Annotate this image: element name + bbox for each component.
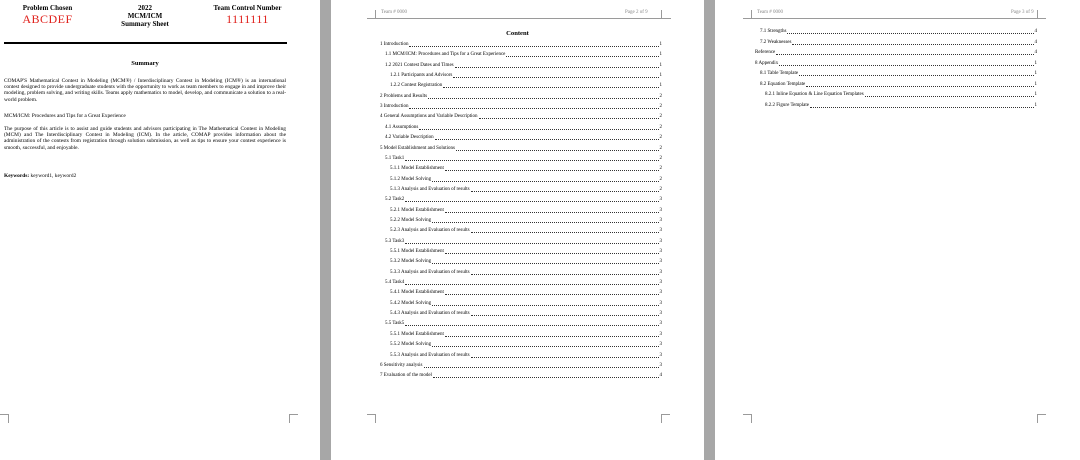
crop-mark xyxy=(743,10,752,19)
toc-leader-dots xyxy=(432,301,658,306)
toc-leader-dots xyxy=(445,249,659,254)
toc-entry-page: 3 xyxy=(659,228,662,234)
toc-leader-dots xyxy=(405,156,658,161)
document-page-1 xyxy=(0,0,320,460)
contest-year: 2022 xyxy=(138,4,152,12)
toc-entry-page: 2 xyxy=(659,176,662,182)
crop-mark xyxy=(1037,414,1046,423)
problem-chosen-label: Problem Chosen xyxy=(22,4,73,12)
toc-entry[interactable] xyxy=(760,71,1037,77)
toc-entry-label: 8.2.2 Figure Template xyxy=(765,102,809,108)
toc-leader-dots xyxy=(432,218,658,223)
crop-mark xyxy=(661,10,670,19)
keywords-line xyxy=(4,173,76,179)
toc-leader-dots xyxy=(433,373,659,378)
toc-entry[interactable] xyxy=(765,92,1037,98)
keywords-label: Keywords: xyxy=(4,173,30,179)
toc-entry-page: 1 xyxy=(1034,81,1037,87)
toc-entry[interactable] xyxy=(390,208,662,214)
toc-title: Content xyxy=(506,30,529,37)
toc-entry[interactable] xyxy=(390,290,662,296)
toc-entry-page: 2 xyxy=(659,114,662,120)
toc-entry-page: 3 xyxy=(659,321,662,327)
toc-entry-page: 2 xyxy=(659,124,662,130)
toc-entry-label: 5 Model Establishment and Solutions xyxy=(380,145,455,151)
summary-paragraph-1: COMAP'S Mathematical Contest in Modeling (MCM®) / Interdisciplinary Contest in Modeling (ICM®) is an international contest designed to provide undergraduate students with the opportunity to work as team members to engage in and improve their modeling, problem solving, and writing skills. Teams apply mathematics to model, develop, and communicate a solution to a real-world problem. xyxy=(4,78,286,103)
toc-entry-label: 8 Appendix xyxy=(755,60,779,66)
toc-leader-dots xyxy=(456,146,659,151)
toc-entry-label: 5.1 Task1 xyxy=(385,155,405,161)
toc-entry-page: 3 xyxy=(659,249,662,254)
toc-entry[interactable] xyxy=(380,146,662,152)
toc-entry[interactable] xyxy=(380,94,662,100)
toc-entry-page: 1 xyxy=(659,73,662,79)
crop-mark xyxy=(367,10,376,19)
toc-entry[interactable] xyxy=(390,249,662,255)
toc-entry-label: 5.2.2 Model Solving xyxy=(390,217,432,223)
toc-leader-dots xyxy=(776,50,1033,55)
toc-entry-label: 5.3 Task3 xyxy=(385,238,405,244)
summary-paragraph-2: MCM/ICM: Procedures and Tips for a Great Experience xyxy=(4,113,126,119)
summary-sheet-header xyxy=(0,0,300,34)
crop-mark xyxy=(367,414,376,423)
crop-mark xyxy=(289,414,298,423)
toc-entry[interactable] xyxy=(380,373,662,379)
toc-entry-page: 3 xyxy=(659,207,662,213)
toc-entry[interactable] xyxy=(380,363,662,369)
toc-entry-page: 4 xyxy=(1034,39,1037,45)
toc-entry-label: 7.2 Weaknesses xyxy=(760,39,792,45)
toc-entry[interactable] xyxy=(390,218,662,224)
toc-leader-dots xyxy=(432,342,658,347)
crop-mark xyxy=(661,414,670,423)
contest-cell xyxy=(95,0,195,34)
toc-leader-dots xyxy=(409,42,658,47)
toc-entry[interactable] xyxy=(390,301,662,307)
toc-entry-label: 5.5.1 Model Establishment xyxy=(390,331,444,337)
toc-leader-dots xyxy=(506,52,658,57)
toc-entry-label: 5.4 Task4 xyxy=(385,280,405,286)
toc-entry[interactable] xyxy=(390,342,662,348)
toc-leader-dots xyxy=(445,166,659,171)
crop-mark xyxy=(0,414,9,423)
toc-leader-dots xyxy=(419,125,658,130)
crop-mark xyxy=(743,414,752,423)
toc-leader-dots xyxy=(806,82,1033,87)
toc-entry[interactable] xyxy=(380,42,662,48)
toc-entry[interactable] xyxy=(390,187,662,193)
toc-entry-page: 2 xyxy=(659,135,662,141)
header-rule xyxy=(371,18,671,19)
document-page-3 xyxy=(715,0,1080,460)
toc-leader-dots xyxy=(471,270,659,275)
toc-entry-label: 5.3.2 Model Solving xyxy=(390,259,432,265)
page-number-header: Page 2 of 9 xyxy=(625,10,648,15)
toc-entry[interactable] xyxy=(390,83,662,89)
toc-entry-label: 3 Introduction xyxy=(380,104,409,110)
toc-entry[interactable] xyxy=(760,29,1037,35)
toc-entry-label: 5.5.2 Model Solving xyxy=(390,342,432,348)
toc-leader-dots xyxy=(424,363,659,368)
toc-entry-label: 1.2 2021 Contest Dates and Times xyxy=(385,62,454,68)
toc-entry-page: 1 xyxy=(659,62,662,68)
toc-entry-label: 1 Introduction xyxy=(380,42,409,47)
toc-entry-page: 2 xyxy=(659,186,662,192)
summary-paragraph-3: The purpose of this article is to assist and guide students and advisors participating in The Mathematical Contest in Modeling (MCM) and The Interdisciplinary Contest in Modeling (ICM). In the article, COMAP provides information about the administration of the contests from registration through solution submission, as well as tips to ensure your contest experience is smooth, successful, and enjoyable. xyxy=(4,126,286,151)
toc-leader-dots xyxy=(479,114,659,119)
team-control-value: 1111111 xyxy=(226,12,269,26)
toc-entry-label: 5.4.2 Model Solving xyxy=(390,300,432,306)
toc-entry-page: 3 xyxy=(659,259,662,265)
toc-entry[interactable] xyxy=(390,177,662,183)
header-rule xyxy=(4,42,287,44)
toc-entry[interactable] xyxy=(755,61,1037,67)
toc-entry-label: 5.2.1 Model Establishment xyxy=(390,207,444,213)
toc-entry-label: 4.1 Assumptions xyxy=(385,124,419,130)
header-rule xyxy=(747,18,1043,19)
toc-entry-page: 2 xyxy=(659,155,662,161)
toc-leader-dots xyxy=(432,259,658,264)
toc-entry[interactable] xyxy=(380,114,662,120)
toc-leader-dots xyxy=(471,187,659,192)
toc-entry[interactable] xyxy=(755,50,1037,56)
toc-entry[interactable] xyxy=(390,166,662,172)
toc-entry-label: 4.2 Variable Description xyxy=(385,135,434,141)
toc-leader-dots xyxy=(799,71,1033,76)
toc-entry-label: 8.2.1 Inline Equation & Line Equation Templates xyxy=(765,92,864,97)
toc-entry-label: 8.2 Equation Template xyxy=(760,81,806,87)
toc-entry-label: 8.1 Table Template xyxy=(760,71,799,76)
toc-entry-label: 1.2.2 Contest Registration xyxy=(390,83,443,89)
toc-leader-dots xyxy=(409,104,658,109)
toc-entry-page: 1 xyxy=(659,42,662,47)
toc-entry-label: 5.1.1 Model Establishment xyxy=(390,166,444,172)
toc-entry-label: 5.5 Task5 xyxy=(385,321,405,327)
toc-entry[interactable] xyxy=(385,135,662,141)
toc-entry-label: 1.1 MCM/ICM: Procedures and Tips for a Great Experience xyxy=(385,52,506,58)
toc-entry[interactable] xyxy=(385,239,662,245)
toc-leader-dots xyxy=(792,40,1033,45)
toc-leader-dots xyxy=(453,73,658,78)
toc-leader-dots xyxy=(428,94,658,99)
toc-entry-page: 1 xyxy=(659,83,662,89)
toc-entry-label: 5.4.3 Analysis and Evaluation of results xyxy=(390,311,470,317)
toc-leader-dots xyxy=(445,332,659,337)
toc-entry[interactable] xyxy=(385,321,662,327)
toc-entry[interactable] xyxy=(390,332,662,338)
problem-chosen-value: ABCDEF xyxy=(22,12,73,26)
toc-entry[interactable] xyxy=(760,82,1037,88)
toc-entry-page: 3 xyxy=(659,280,662,286)
toc-entry[interactable] xyxy=(380,104,662,110)
toc-entry[interactable] xyxy=(390,259,662,265)
toc-leader-dots xyxy=(471,311,659,316)
toc-leader-dots xyxy=(471,353,659,358)
toc-entry-label: 5.2 Task2 xyxy=(385,197,405,203)
page-number-header: Page 3 of 9 xyxy=(1011,10,1034,15)
toc-entry[interactable] xyxy=(385,125,662,131)
toc-leader-dots xyxy=(405,239,658,244)
summary-sheet-label: Summary Sheet xyxy=(121,20,169,28)
toc-entry-page: 3 xyxy=(659,269,662,275)
toc-entry-label: 5.1.3 Analysis and Evaluation of results xyxy=(390,186,470,192)
toc-entry-page: 1 xyxy=(659,52,662,58)
toc-entry-label: 7.1 Strengths xyxy=(760,29,787,34)
toc-entry-label: Reference xyxy=(755,50,776,55)
toc-entry-label: 5.1.2 Model Solving xyxy=(390,176,432,182)
toc-entry-page: 2 xyxy=(659,104,662,110)
toc-leader-dots xyxy=(787,29,1033,34)
toc-entry-label: 5.2.3 Analysis and Evaluation of results xyxy=(390,228,470,234)
toc-entry-page: 3 xyxy=(659,311,662,317)
toc-entry-label: 2 Problems and Results xyxy=(380,93,428,99)
toc-leader-dots xyxy=(445,290,659,295)
toc-entry-page: 1 xyxy=(1034,60,1037,66)
toc-entry-page: 3 xyxy=(659,352,662,358)
keywords-value: keyword1, keyword2 xyxy=(29,173,77,179)
toc-leader-dots xyxy=(405,197,658,202)
toc-entry[interactable] xyxy=(390,353,662,359)
team-control-label: Team Control Number xyxy=(213,4,282,12)
toc-leader-dots xyxy=(443,83,658,88)
toc-entry[interactable] xyxy=(385,63,662,69)
document-page-2 xyxy=(331,0,704,460)
team-control-cell xyxy=(195,0,300,34)
toc-entry-page: 2 xyxy=(659,166,662,172)
toc-entry[interactable] xyxy=(390,311,662,317)
toc-entry[interactable] xyxy=(385,280,662,286)
toc-leader-dots xyxy=(810,103,1034,108)
toc-entry[interactable] xyxy=(765,103,1037,109)
team-number-header: Team # 0000 xyxy=(381,10,408,15)
toc-leader-dots xyxy=(455,63,659,68)
toc-entry-page: 3 xyxy=(659,342,662,348)
toc-entry-page: 4 xyxy=(659,373,662,379)
toc-leader-dots xyxy=(471,228,659,233)
toc-entry-page: 2 xyxy=(659,145,662,151)
toc-entry-label: 5.5.1 Model Establishment xyxy=(390,249,444,254)
toc-entry-page: 3 xyxy=(659,238,662,244)
toc-entry-label: 1.2.1 Participants and Advisors xyxy=(390,73,453,79)
toc-entry-page: 3 xyxy=(659,331,662,337)
toc-leader-dots xyxy=(435,135,659,140)
toc-entry-page: 1 xyxy=(1034,92,1037,97)
toc-entry-page: 1 xyxy=(1034,102,1037,108)
contest-name: MCM/ICM xyxy=(127,12,163,20)
toc-entry[interactable] xyxy=(385,197,662,203)
summary-title: Summary xyxy=(131,60,159,67)
toc-leader-dots xyxy=(405,321,658,326)
toc-entry[interactable] xyxy=(390,228,662,234)
toc-entry-page: 4 xyxy=(1034,29,1037,34)
toc-entry-page: 4 xyxy=(1034,50,1037,55)
toc-entry-label: 7 Evaluation of the model xyxy=(380,373,432,379)
toc-entry-page: 1 xyxy=(1034,71,1037,76)
toc-entry[interactable] xyxy=(390,73,662,79)
toc-entry-page: 2 xyxy=(659,93,662,99)
toc-entry-label: 5.4.1 Model Establishment xyxy=(390,290,444,296)
toc-entry[interactable] xyxy=(385,52,662,58)
toc-leader-dots xyxy=(779,61,1033,66)
crop-mark xyxy=(1037,10,1046,19)
toc-entry-label: 6 Sensitivity analysis xyxy=(380,362,423,368)
toc-entry[interactable] xyxy=(760,40,1037,46)
team-number-header: Team # 0000 xyxy=(757,10,784,15)
toc-entry[interactable] xyxy=(390,270,662,276)
toc-leader-dots xyxy=(865,92,1034,97)
toc-entry-label: 5.3.3 Analysis and Evaluation of results xyxy=(390,269,470,275)
toc-entry[interactable] xyxy=(385,156,662,162)
toc-entry-label: 4 General Assumptions and Variable Description xyxy=(380,114,478,120)
problem-chosen-cell xyxy=(0,0,95,34)
toc-leader-dots xyxy=(405,280,658,285)
toc-entry-page: 3 xyxy=(659,362,662,368)
toc-entry-page: 3 xyxy=(659,300,662,306)
toc-entry-label: 5.5.3 Analysis and Evaluation of results xyxy=(390,352,470,358)
toc-entry-page: 3 xyxy=(659,217,662,223)
toc-entry-page: 3 xyxy=(659,290,662,296)
toc-leader-dots xyxy=(432,177,658,182)
toc-entry-page: 3 xyxy=(659,197,662,203)
toc-leader-dots xyxy=(445,208,659,213)
